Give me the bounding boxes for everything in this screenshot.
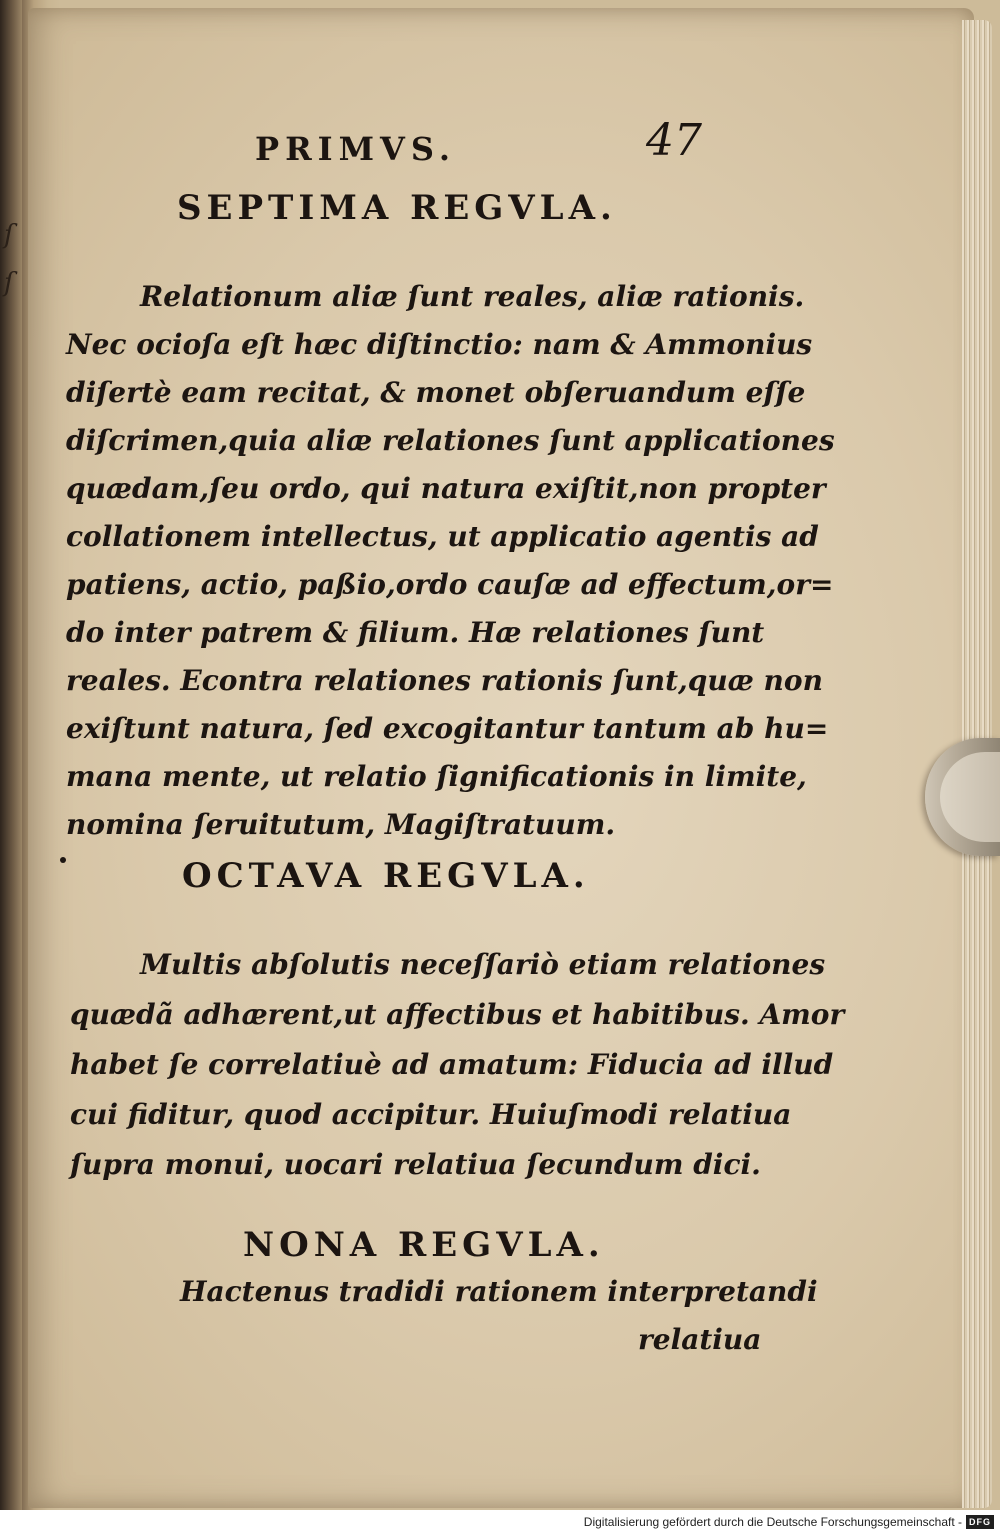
text-line: diſcrimen,quia aliæ relationes ſunt applicationes: [66, 424, 835, 457]
text-line: diſertè eam recitat, & monet obſeruandum eſſe: [66, 376, 806, 409]
text-line: habet ſe correlatiuè ad amatum: Fiducia ad illud: [70, 1048, 834, 1081]
text-line: Hactenus tradidi rationem interpretandi: [180, 1275, 818, 1308]
text-line: quædam,ſeu ordo, qui natura exiſtit,non propter: [66, 472, 826, 505]
catchword: relatiua: [638, 1323, 762, 1356]
section-heading-septima: SEPTIMA REGVLA.: [177, 188, 617, 228]
text-line: patiens, actio, paßio,ordo cauſæ ad effectum,or=: [66, 568, 834, 601]
text-line: Multis abſolutis neceſſariò etiam relationes: [140, 948, 826, 981]
text-line: mana mente, ut relatio ſignificationis in limite,: [66, 760, 807, 793]
text-line: cui fiditur, quod accipitur. Huiuſmodi relatiua: [70, 1098, 792, 1131]
text-line: collationem intellectus, ut applicatio agentis ad: [66, 520, 819, 553]
footer-credit: Digitalisierung gefördert durch die Deutsche Forschungsgemeinschaft -: [583, 1515, 962, 1529]
page-number: 47: [646, 115, 702, 166]
text-line: nomina ſeruitutum, Magiſtratuum.: [66, 808, 616, 841]
text-line: exiſtunt natura, ſed excogitantur tantum ab hu=: [66, 712, 829, 745]
text-line: reales. Econtra relationes rationis ſunt,quæ non: [66, 664, 823, 697]
section-heading-octava: OCTAVA REGVLA.: [182, 856, 590, 896]
section-heading-nona: NONA REGVLA.: [243, 1225, 605, 1265]
text-line: do inter patrem & filium. Hæ relationes ſunt: [66, 616, 765, 649]
text-line: Relationum aliæ ſunt reales, aliæ rationis.: [140, 280, 805, 313]
previous-page-letter: ſ: [4, 268, 14, 298]
text-line: ſupra monui, uocari relatiua ſecundum dici.: [70, 1148, 761, 1181]
text-line: Nec ocioſa eſt hæc diſtinctio: nam & Ammonius: [66, 328, 813, 361]
running-head: PRIMVS.: [255, 130, 456, 168]
dfg-logo: DFG: [966, 1515, 994, 1529]
previous-page-letter: ſ: [4, 220, 14, 250]
footer-bar: [0, 1510, 1000, 1535]
text-line: quædã adhærent,ut affectibus et habitibus. Amor: [70, 998, 845, 1031]
stray-mark: [60, 857, 66, 863]
